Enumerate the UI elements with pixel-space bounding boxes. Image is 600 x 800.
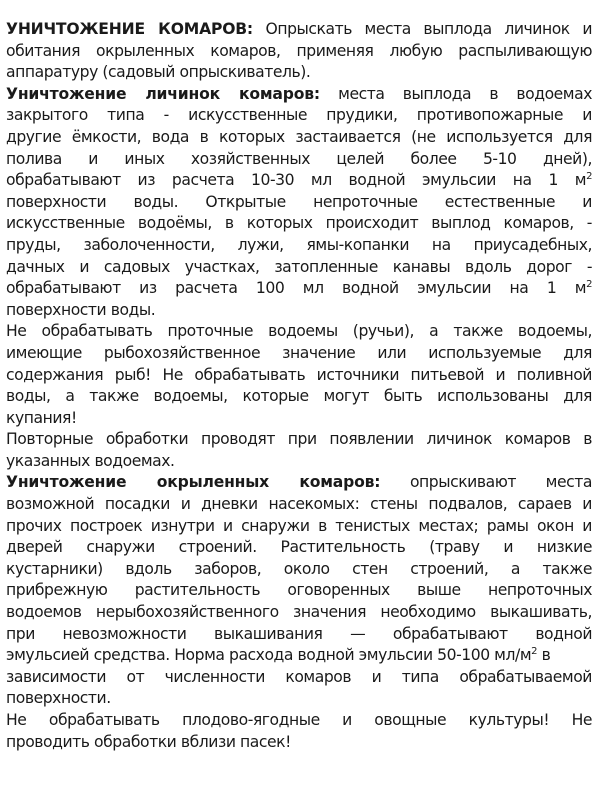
superscript: 2	[586, 171, 592, 183]
text-line: поверхности.	[6, 689, 111, 708]
text-line: УНИЧТОЖЕНИЕ КОМАРОВ: Опрыскать места выплода личинок и	[6, 20, 592, 38]
text-line: обрабатывают из расчета 100 мл водной эмульсии на 1 $м^2$	[6, 279, 592, 298]
text-line: возможной посадки и дневки насекомых: стены подвалов, сараев и	[6, 495, 592, 514]
text-line: проводить обработки вблизи пасек!	[6, 732, 291, 751]
text-line: искусственные водоёмы, в которых происходит выплод комаров, -	[6, 214, 592, 233]
text-line: поверхности воды. Открытые непроточные естественные и	[6, 192, 592, 211]
section-heading: Уничтожение личинок комаров:	[6, 84, 320, 103]
section-repeat-treatment	[6, 429, 592, 472]
text-line: аппаратуру (садовый опрыскиватель).	[6, 63, 311, 82]
section-larvae-destruction	[6, 84, 592, 322]
section-adult-destruction	[6, 472, 592, 710]
text-line: указанных водоемах.	[6, 451, 175, 470]
document-body	[6, 19, 592, 753]
text-line: дверей снаружи строений. Растительность (траву и низкие	[6, 538, 592, 557]
text-line: воды, а также водоемы, которые могут быть использованы для	[6, 387, 592, 406]
text-line: эмульсией средства. Норма расхода водной эмульсии 50-100 $мл/м^2$ в	[6, 646, 551, 665]
text-line: водоемов нерыбохозяйственного значения необходимо выкашивать,	[6, 603, 592, 622]
text-line: Уничтожение окрыленных комаров: опрыскивают места	[6, 473, 592, 492]
superscript: 2	[531, 646, 538, 658]
text-line: Не обрабатывать проточные водоемы (ручьи), а также водоемы,	[6, 322, 592, 341]
text-line: дачных и садовых участках, затопленные канавы вдоль дорог -	[6, 257, 592, 276]
text-line: Повторные обработки проводят при появлении личинок комаров в	[6, 430, 592, 449]
text-line: обитания окрыленных комаров, применяя любую распыливающую	[6, 41, 592, 60]
text-line: Уничтожение личинок комаров: места выплода в водоемах	[6, 84, 592, 103]
text-line: кустарники) вдоль заборов, около стен строений, а также	[6, 559, 592, 578]
text-line: прибрежную растительность оговоренных выше непроточных	[6, 581, 592, 600]
text-line: пруды, заболоченности, лужи, ямы-копанки на приусадебных,	[6, 235, 592, 254]
text-line: закрытого типа - искусственные прудики, противопожарные и	[6, 106, 592, 125]
section-heading: Уничтожение окрыленных комаров:	[6, 473, 381, 492]
section-mosquito-destruction	[6, 19, 592, 84]
section-crops-warning	[6, 710, 592, 753]
text-line: Не обрабатывать плодово-ягодные и овощные культуры! Не	[6, 711, 592, 729]
text-line: имеющие рыбохозяйственное значение или используемые для	[6, 343, 592, 362]
text-line: содержания рыб! Не обрабатывать источники питьевой и поливной	[6, 365, 592, 384]
text-line: прочих построек изнутри и снаружи в тенистых местах; рамы окон и	[6, 516, 592, 535]
text-line: другие ёмкости, вода в которых застаивается (не используется для	[6, 127, 592, 146]
text-line: поверхности воды.	[6, 300, 156, 319]
text-line: обрабатывают из расчета 10-30 мл водной эмульсии на 1 $м^2$	[6, 171, 592, 190]
text-line: полива и иных хозяйственных целей более 5-10 дней),	[6, 149, 592, 168]
superscript: 2	[586, 279, 592, 291]
text-line: при невозможности выкашивания — обрабатывают водной	[6, 624, 592, 643]
text-line: купания!	[6, 408, 77, 427]
section-heading: УНИЧТОЖЕНИЕ КОМАРОВ:	[6, 20, 253, 38]
text-line: зависимости от численности комаров и типа обрабатываемой	[6, 667, 592, 686]
section-warning-waterbodies	[6, 321, 592, 429]
